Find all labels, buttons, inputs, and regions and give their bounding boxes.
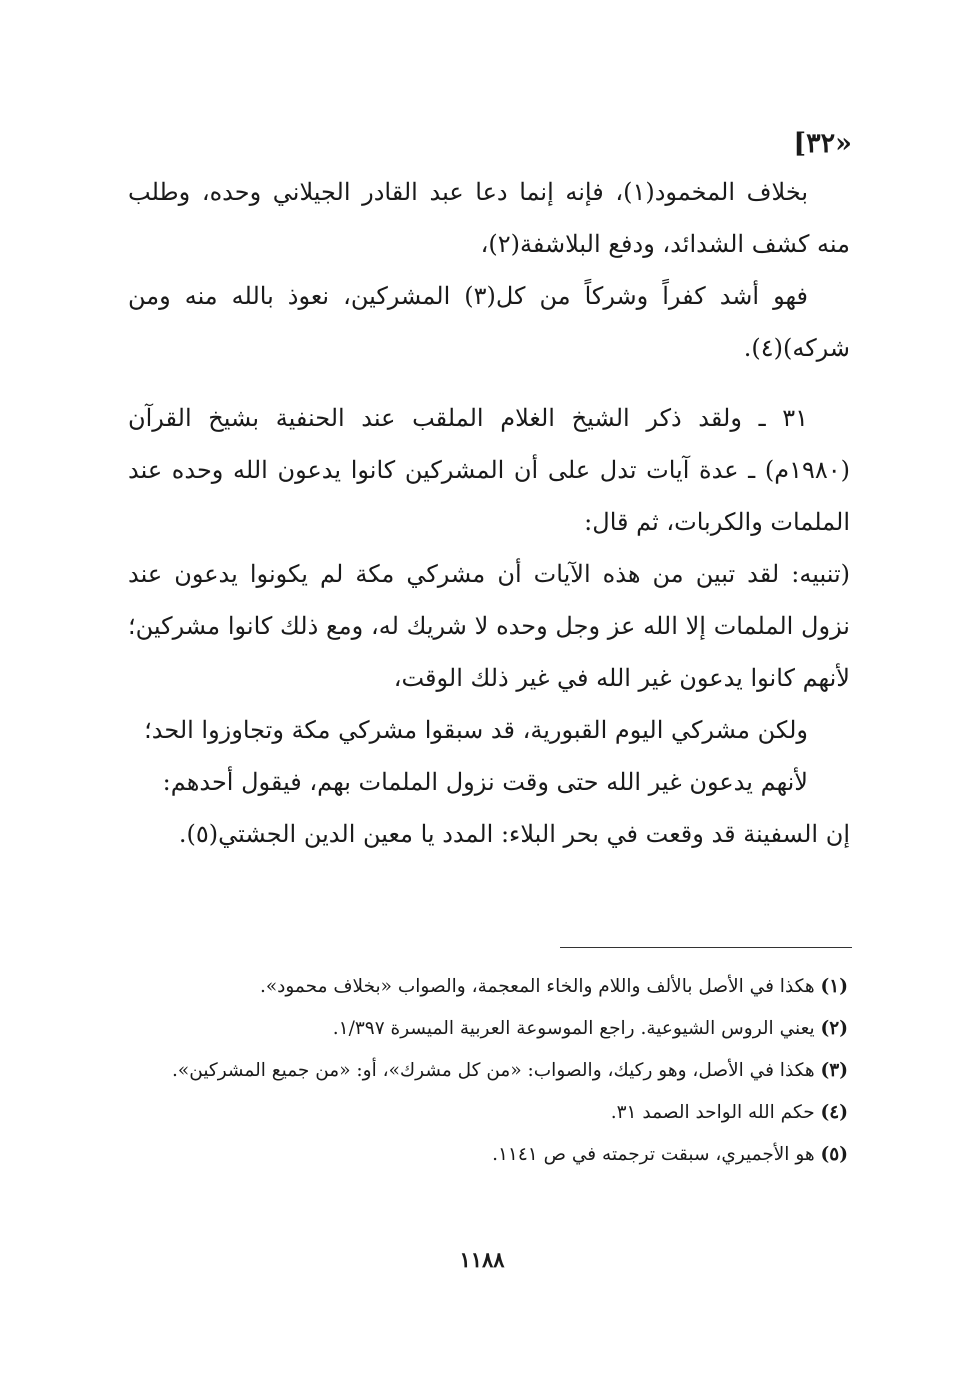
footnote-item	[136, 1008, 848, 1050]
footnote-text: هو الأجميري، سبقت ترجمته في ص ١١٤١.	[492, 1144, 815, 1165]
footnote-item	[136, 966, 848, 1008]
page-number: ١١٨٨	[459, 1247, 505, 1272]
footnote-divider	[560, 947, 852, 948]
footnote-item	[136, 1134, 848, 1176]
footnote-item	[136, 1050, 848, 1092]
footnote-text: يعني الروس الشيوعية. راجع الموسوعة العربية الميسرة ١/٣٩٧.	[332, 1018, 815, 1039]
paragraph-gap	[128, 374, 850, 392]
footnote-number: (٥)	[820, 1144, 848, 1165]
footnote-number: (٣)	[820, 1060, 848, 1081]
footnotes	[136, 966, 848, 1176]
paragraph: بخلاف المخمود(١)، فإنه إنما دعا عبد القادر الجيلاني وحده، وطلب منه كشف الشدائد، ودفع البلاشفة(٢)،	[128, 178, 850, 258]
footnote-number: (٢)	[820, 1018, 848, 1039]
footnote-number: (٤)	[820, 1102, 848, 1123]
main-text	[128, 166, 850, 860]
footnote-number: (١)	[820, 976, 848, 997]
paragraph: ٣١ ـ ولقد ذكر الشيخ الغلام الملقب عند الحنفية بشيخ القرآن (١٩٨٠م) ـ عدة آيات تدل على أن المشركين كانوا يدعون الله وحده عند الملمات والكربات، ثم قال:	[128, 404, 850, 536]
paragraph: (تنبيه: لقد تبين من هذه الآيات أن مشركي مكة لم يكونوا يدعون عند نزول الملمات إلا الله عز وجل وحده لا شريك له، ومع ذلك كانوا مشركين؛ لأنهم كانوا يدعون غير الله في غير ذلك الوقت،	[128, 560, 850, 692]
footnote-item	[136, 1092, 848, 1134]
footnote-text: حكم الله الواحد الصمد ٣١.	[610, 1102, 815, 1123]
paragraph: لأنهم يدعون غير الله حتى وقت نزول الملمات بهم، فيقول أحدهم:	[162, 768, 808, 796]
page-marker: [٣٢»	[793, 128, 852, 159]
paragraph: فهو أشد كفراً وشركاً من كل(٣) المشركين، نعوذ بالله منه ومن شركه)(٤).	[128, 282, 850, 362]
footnote-text: هكذا في الأصل بالألف واللام والخاء المعجمة، والصواب «بخلاف محمود».	[259, 976, 815, 997]
paragraph: ولكن مشركي اليوم القبورية، قد سبقوا مشركي مكة وتجاوزوا الحد؛	[144, 716, 808, 744]
paragraph: إن السفينة قد وقعت في بحر البلاء: المدد يا معين الدين الجشتي(٥).	[178, 820, 850, 848]
footnote-text: هكذا في الأصل، وهو ركيك، والصواب: «من كل مشرك»، أو: «من جميع المشركين».	[172, 1060, 815, 1081]
